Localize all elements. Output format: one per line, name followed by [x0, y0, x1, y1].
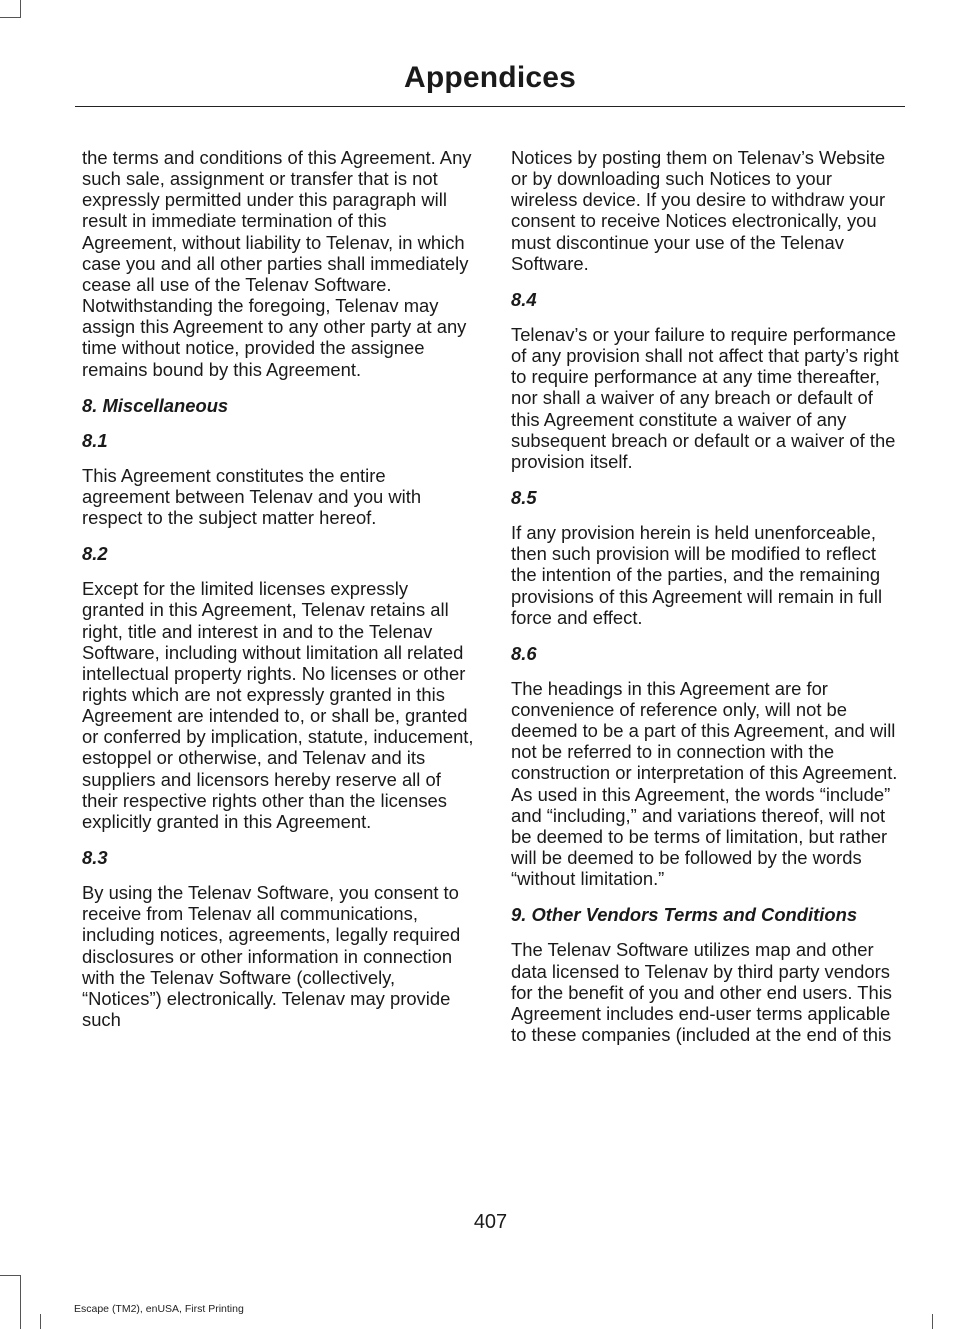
crop-mark-top-left-horizontal [0, 17, 20, 18]
paragraph: If any provision herein is held unenforceable, then such provision will be modified to reflect the intention of the parties, and the remaining provisions of this Agreement will remain in full force and effect. [511, 522, 883, 628]
section-heading: 8.4 [511, 288, 537, 310]
paragraph: Except for the limited licenses expressly granted in this Agreement, Telenav retains all right, title and interest in and to the Telenav Software, including without limitation all related intellectual property rights. No licenses or other rights which are not expressly granted in this Agreement are intended to, or shall be, granted or conferred by implication, statute, inducement, estoppel or otherwise, and Telenav and its suppliers and licensors hereby reserve all of their respective rights other than the licenses explicitly granted in this Agreement. [82, 578, 474, 832]
footer-text: Escape (TM2), enUSA, First Printing [74, 1303, 244, 1315]
paragraph: Notices by posting them on Telenav’s Website or by downloading such Notices to your wireless device. If you desire to withdraw your consent to receive Notices electronically, you must discontinue your use of the Telenav Software. [511, 147, 886, 274]
paragraph: The Telenav Software utilizes map and other data licensed to Telenav by third party vendors for the benefit of you and other end users. This Agreement includes end-user terms applicable to these companies (included at the end of this [511, 939, 892, 1045]
crop-mark-bottom-left-vertical [20, 1275, 21, 1329]
section-heading: 8.3 [82, 847, 108, 869]
page-number: 407 [473, 1211, 508, 1233]
paragraph: This Agreement constitutes the entire agreement between Telenav and you with respect to the subject matter hereof. [82, 464, 422, 529]
paragraph: the terms and conditions of this Agreement. Any such sale, assignment or transfer that is not expressly permitted under this paragraph will result in immediate termination of this Agreement, without liability to Telenav, in which case you and all other parties shall immediately cease all use of the Telenav Software. Notwithstanding the foregoing, Telenav may assign this Agreement to any other party at any time without notice, provided the assignee remains bound by this Agreement. [82, 147, 472, 380]
crop-mark-bottom-left-horizontal [0, 1275, 20, 1276]
page-title: Appendices [403, 61, 577, 94]
section-heading: 8.1 [82, 429, 108, 451]
paragraph: By using the Telenav Software, you consent to receive from Telenav all communications, including notices, agreements, legally required disclosures or other information in connection with the Telenav Software (collectively, “Notices”) electronically. Telenav may provide such [82, 882, 461, 1030]
paragraph: The headings in this Agreement are for convenience of reference only, will not be deemed to be a part of this Agreement, and will not be referred to in connection with the construction or interpretation of this Agreement. As used in this Agreement, the words “include” and “including,” and variations thereof, will not be deemed to be terms of limitation, but rather will be deemed to be followed by the words “without limitation.” [511, 677, 898, 890]
section-heading: 8.2 [82, 543, 108, 565]
paragraph: Telenav’s or your failure to require performance of any provision shall not affect that party’s right to require performance at any time thereafter, nor shall a waiver of any breach or default of this Agreement constitute a waiver of any subsequent breach or default or a waiver of the provision itself. [511, 323, 899, 472]
section-heading: 9. Other Vendors Terms and Conditions [511, 904, 858, 926]
section-heading: 8.5 [511, 487, 537, 509]
crop-mark-bottom-left-tick [40, 1314, 41, 1329]
left-column [82, 147, 474, 1045]
right-column [511, 147, 903, 1060]
section-heading: 8. Miscellaneous [82, 394, 229, 416]
crop-mark-top-left-vertical [20, 0, 21, 18]
crop-mark-bottom-right-tick [932, 1314, 933, 1329]
title-divider [75, 106, 905, 107]
section-heading: 8.6 [511, 642, 537, 664]
